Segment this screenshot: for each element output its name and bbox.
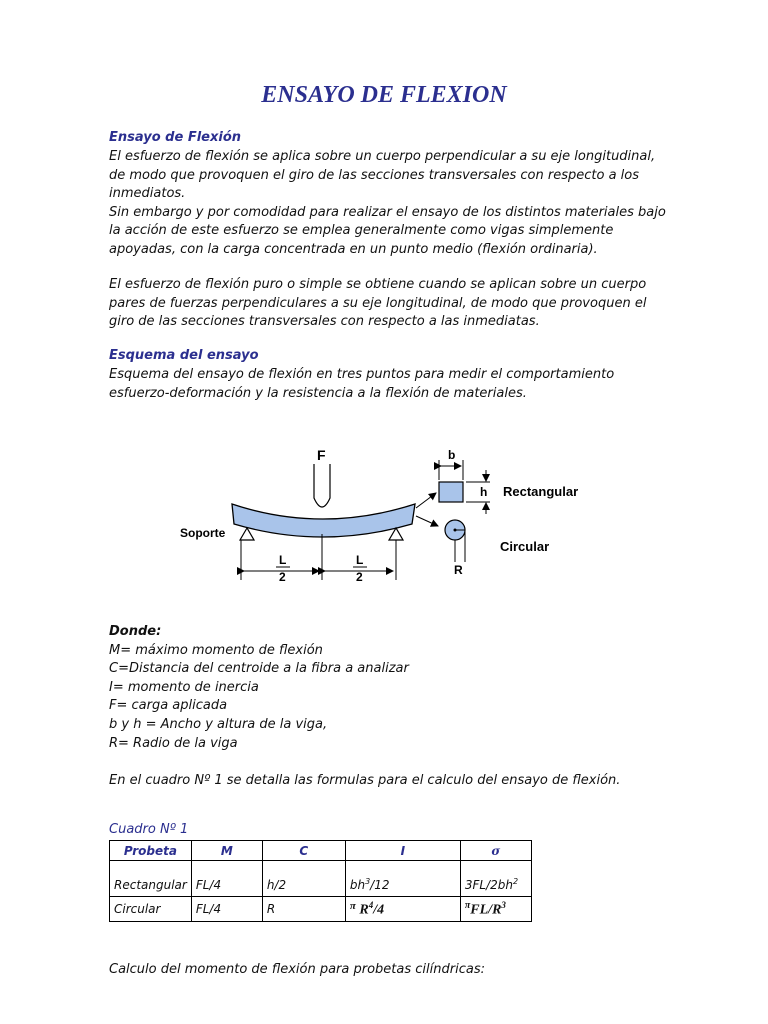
text-line: El esfuerzo de flexión puro o simple se obtiene cuando se aplican sobre un cuerpo [109, 277, 647, 292]
beam [232, 504, 415, 537]
half-length-den-left: 2 [279, 570, 286, 584]
definition-item: M= máximo momento de flexión [109, 642, 323, 658]
sigma-base: FL/R [470, 902, 502, 918]
text-line: de modo que provoquen el giro de las secciones transversales con respecto a los [109, 167, 640, 183]
text-line: pares de fuerzas perpendiculares a su eje longitudinal, de modo que provoquen el [109, 295, 647, 311]
header-probeta: Probeta [110, 841, 192, 861]
cuadro-title: Cuadro Nº 1 [109, 822, 189, 837]
definition-item: F= carga aplicada [109, 698, 228, 714]
i-base: R [359, 902, 369, 918]
pi-symbol: π [349, 899, 356, 912]
text-line: apoyadas, con la carga concentrada en un punto medio (flexión ordinaria). [109, 241, 598, 257]
header-i: I [345, 841, 460, 861]
i-exp: 3 [365, 877, 371, 886]
cell-c: R [262, 897, 345, 922]
section-ensayo-body-2 [109, 276, 669, 332]
cell-m: FL/4 [191, 897, 262, 922]
bottom-text: Calculo del momento de flexión para probetas cilíndricas: [109, 962, 485, 977]
cell-probeta: Circular [110, 897, 192, 922]
document-title: ENSAYO DE FLEXION [261, 82, 507, 108]
cell-i [345, 861, 460, 897]
text-line: inmediatos. [109, 186, 186, 202]
i-rest: /12 [370, 878, 390, 892]
donde-label: Donde: [109, 624, 162, 639]
sigma-base: 3FL/2bh [464, 878, 513, 892]
cell-c: h/2 [262, 861, 345, 897]
pi-symbol: π [464, 899, 471, 911]
three-point-bending-diagram [170, 438, 600, 588]
header-m: M [191, 841, 262, 861]
sigma-exp: 3 [501, 899, 506, 910]
cell-i [345, 897, 460, 922]
section-esquema-body [109, 366, 669, 403]
support-label: Soporte [180, 526, 226, 540]
section-ensayo-body [109, 148, 669, 260]
cell-sigma [460, 897, 531, 922]
half-length-num-left: L [279, 553, 287, 567]
formula-table [109, 840, 532, 922]
half-length-den-right: 2 [356, 570, 363, 584]
header-c: C [262, 841, 345, 861]
loading-nose [314, 464, 330, 507]
r-label: R [454, 563, 463, 577]
definition-item: R= Radio de la viga [109, 735, 238, 751]
text-line: esfuerzo-deformación y la resistencia a la flexión de materiales. [109, 385, 527, 401]
h-label: h [480, 485, 488, 499]
cell-m: FL/4 [191, 861, 262, 897]
force-label: F [317, 447, 326, 463]
definition-item: I= momento de inercia [109, 679, 259, 695]
definition-item: C=Distancia del centroide a la fibra a analizar [109, 661, 409, 677]
i-rest: /4 [373, 902, 385, 918]
i-base: bh [349, 878, 366, 892]
text-line: Esquema del ensayo de flexión en tres puntos para medir el comportamiento [109, 367, 615, 382]
b-label: b [448, 448, 456, 462]
donde-list [109, 623, 620, 790]
table-header-row [110, 841, 532, 861]
table-row [110, 861, 532, 897]
cell-probeta: Rectangular [110, 861, 192, 897]
section-heading-esquema: Esquema del ensayo [109, 348, 259, 363]
i-exp: 4 [368, 899, 374, 910]
section-heading-ensayo: Ensayo de Flexión [109, 130, 242, 145]
cuadro-note: En el cuadro Nº 1 se detalla las formulas para el calculo del ensayo de flexión. [109, 772, 621, 788]
rect-section [439, 482, 463, 502]
text-line: El esfuerzo de flexión se aplica sobre un cuerpo perpendicular a su eje longitudinal, [109, 149, 656, 164]
text-line: la acción de este esfuerzo se emplea generalmente como vigas simplemente [109, 223, 614, 239]
header-sigma: σ [460, 841, 531, 861]
table-row [110, 897, 532, 922]
support-left [240, 528, 254, 540]
half-length-num-right: L [356, 553, 364, 567]
cell-sigma [460, 861, 531, 897]
text-line: giro de las secciones transversales con respecto a las inmediatas. [109, 314, 540, 330]
circular-label: Circular [500, 539, 550, 554]
sigma-exp: 2 [512, 877, 519, 886]
rectangular-label: Rectangular [503, 484, 579, 499]
definition-item: b y h = Ancho y altura de la viga, [109, 716, 328, 732]
text-line: Sin embargo y por comodidad para realizar el ensayo de los distintos materiales bajo [109, 204, 666, 220]
